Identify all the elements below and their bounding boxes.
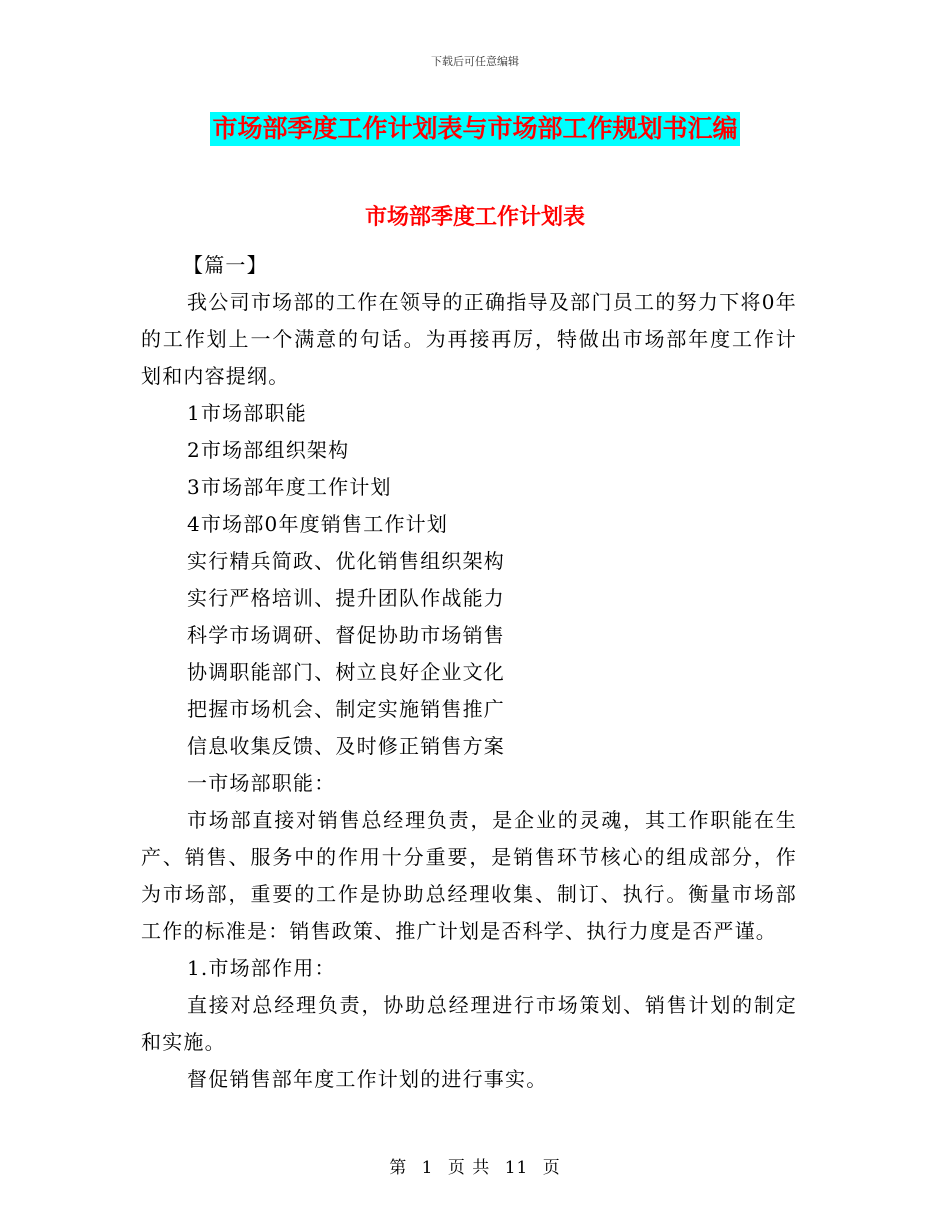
section-heading-functions: 一市场部职能：: [187, 771, 336, 795]
section-label: 【篇一】: [183, 253, 268, 277]
outline-sub-item-4: 协调职能部门、树立良好企业文化: [187, 660, 505, 684]
outline-item-2: 2市场部组织架构: [187, 438, 350, 462]
role-paragraph: 直接对总经理负责，协助总经理进行市场策划、销售计划的制定和实施。: [141, 993, 797, 1054]
header-note: 下载后可任意编辑: [431, 55, 519, 68]
outline-item-1: 1市场部职能: [187, 401, 307, 425]
outline-sub-item-5: 把握市场机会、制定实施销售推广: [187, 697, 505, 721]
outline-sub-item-2: 实行严格培训、提升团队作战能力: [187, 586, 505, 610]
document-body: [141, 247, 797, 1098]
outline-sub-item-6: 信息收集反馈、及时修正销售方案: [187, 734, 505, 758]
outline-item-3: 3市场部年度工作计划: [187, 475, 392, 499]
footer-page-number: 1: [421, 1158, 434, 1178]
sub-title: 市场部季度工作计划表: [364, 204, 585, 230]
section-heading-role: 1.市场部作用：: [187, 956, 336, 980]
footer-total-pages: 11: [504, 1158, 529, 1178]
outline-sub-item-1: 实行精兵简政、优化销售组织架构: [187, 549, 505, 573]
footer-suffix: 页: [542, 1158, 561, 1178]
main-title: 市场部季度工作计划表与市场部工作规划书汇编: [210, 112, 739, 146]
functions-paragraph: 市场部直接对销售总经理负责，是企业的灵魂，其工作职能在生产、销售、服务中的作用十分重要，是销售环节核心的组成部分，作为市场部，重要的工作是协助总经理收集、制订、执行。衡量市场部工作的标准是：销售政策、推广计划是否科学、执行力度是否严谨。: [141, 808, 797, 943]
footer-prefix: 第: [389, 1158, 408, 1178]
supervise-paragraph: 督促销售部年度工作计划的进行事实。: [187, 1067, 548, 1091]
footer-middle: 页 共: [447, 1158, 491, 1178]
main-title-container: [0, 112, 950, 146]
intro-paragraph: 我公司市场部的工作在领导的正确指导及部门员工的努力下将0年的工作划上一个满意的句话。为再接再厉，特做出市场部年度工作计划和内容提纲。: [141, 290, 797, 388]
page-footer: [0, 1153, 950, 1178]
outline-item-4: 4市场部0年度销售工作计划: [187, 512, 449, 536]
outline-sub-item-3: 科学市场调研、督促协助市场销售: [187, 623, 505, 647]
